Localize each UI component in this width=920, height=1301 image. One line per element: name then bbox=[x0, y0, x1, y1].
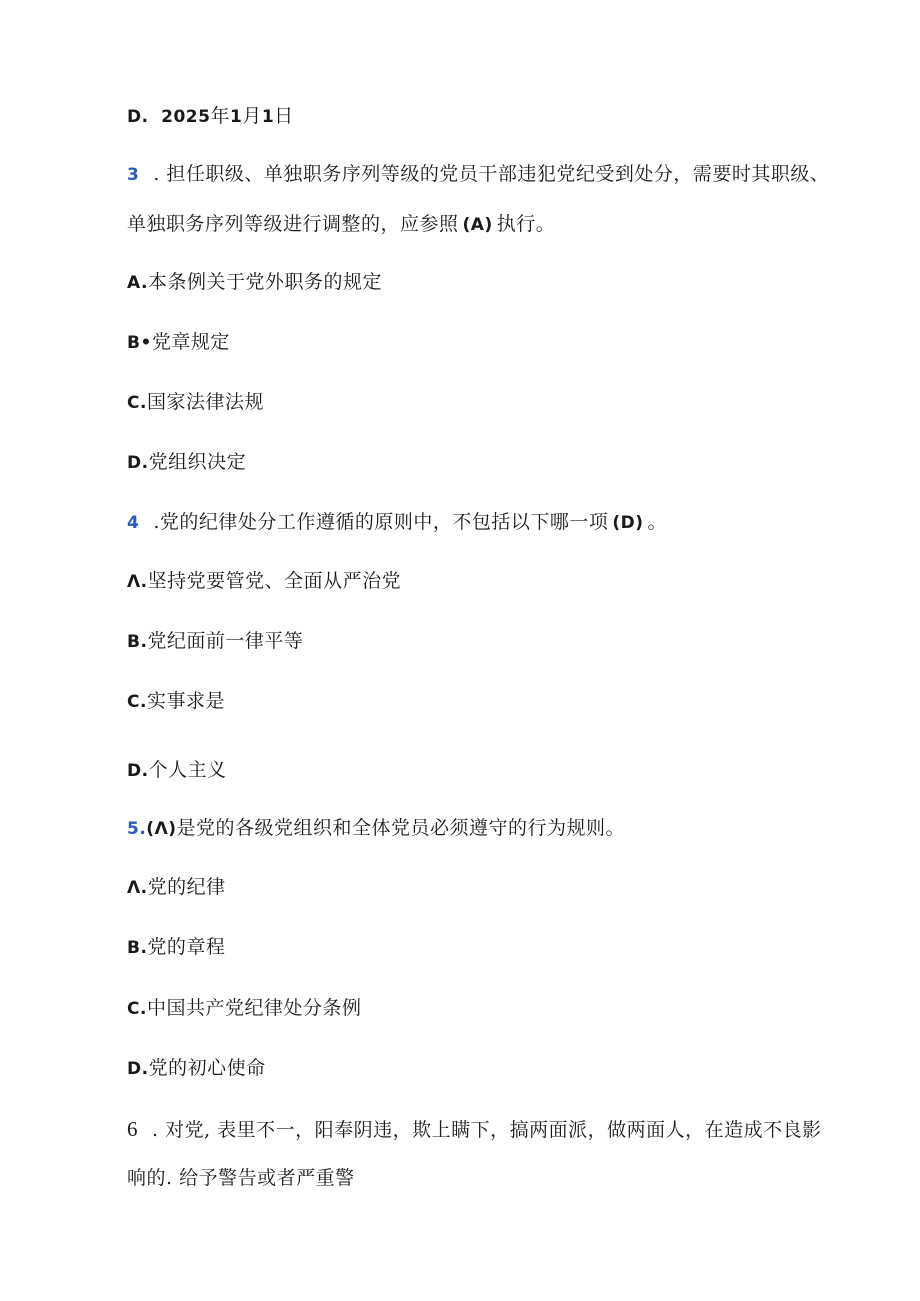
q4-option-b bbox=[127, 629, 303, 654]
question-text: 是党的各级党组织和全体党员必须遵守的行为规则。 bbox=[176, 817, 626, 839]
option-text: 个人主义 bbox=[148, 759, 227, 781]
option-label: B. bbox=[127, 632, 148, 652]
question-text: 单独职务序列等级进行调整的，应参照 bbox=[127, 213, 459, 235]
date-year-char: 年 bbox=[210, 105, 230, 127]
option-label: A. bbox=[127, 273, 148, 293]
q4-option-d bbox=[127, 758, 227, 783]
option-text: 党组织决定 bbox=[148, 451, 247, 473]
option-text: 党的纪律 bbox=[147, 876, 226, 898]
option-label: B. bbox=[127, 938, 148, 958]
option-label: C. bbox=[127, 692, 147, 712]
option-text: 党的初心使命 bbox=[148, 1057, 266, 1079]
option-label: D. bbox=[127, 1059, 149, 1079]
q3-option-c bbox=[127, 390, 264, 415]
option-label: D. bbox=[127, 453, 149, 473]
question-text: 。 bbox=[647, 511, 668, 533]
option-label: Λ. bbox=[127, 572, 148, 592]
option-text: 党纪面前一律平等 bbox=[147, 630, 304, 652]
date-month-char: 月 bbox=[242, 105, 262, 127]
option-label: Λ. bbox=[127, 878, 148, 898]
question-5 bbox=[127, 816, 625, 841]
option-label: B• bbox=[127, 333, 152, 353]
option-text: 党的章程 bbox=[147, 936, 226, 958]
question-text: .党的纪律处分工作遵循的原则中，不包括以下哪一项 bbox=[153, 511, 609, 533]
option-label: D. bbox=[127, 761, 149, 781]
answer-mark: (D) bbox=[612, 513, 644, 533]
option-d-date bbox=[127, 104, 294, 129]
question-text: . 对党, 表里不一，阳奉阴违，欺上瞒下，搞两面派，做两面人，在造成不良影 bbox=[152, 1119, 822, 1141]
date-month: 1 bbox=[229, 107, 243, 127]
question-text: 响的. 给予警告或者严重警 bbox=[127, 1167, 355, 1189]
q3-option-d bbox=[127, 450, 246, 475]
option-text: 实事求是 bbox=[146, 690, 225, 712]
question-6-line-1 bbox=[127, 1117, 822, 1142]
q3-option-b bbox=[127, 330, 230, 355]
question-3-line-2 bbox=[127, 212, 555, 237]
answer-mark: (A) bbox=[462, 215, 493, 235]
question-text: . 担任职级、单独职务序列等级的党员干部违犯党纪受到处分，需要时其职级、 bbox=[153, 163, 830, 185]
q5-option-a bbox=[127, 875, 226, 900]
option-text: 坚持党要管党、全面从严治党 bbox=[147, 570, 402, 592]
answer-mark: (Λ) bbox=[146, 819, 177, 839]
option-text: 本条例关于党外职务的规定 bbox=[147, 271, 382, 293]
date-day-char: 日 bbox=[274, 105, 294, 127]
date-year: 2025 bbox=[161, 107, 211, 127]
question-3-line-1 bbox=[127, 162, 829, 187]
option-label: C. bbox=[127, 393, 147, 413]
q3-option-a bbox=[127, 270, 382, 295]
question-number: 3 bbox=[127, 165, 140, 185]
option-label: C. bbox=[127, 999, 147, 1019]
question-6-line-2 bbox=[127, 1166, 355, 1190]
question-text: 执行。 bbox=[496, 213, 556, 235]
question-4 bbox=[127, 510, 667, 535]
option-text: 国家法律法规 bbox=[146, 391, 264, 413]
option-text: 党章规定 bbox=[151, 331, 230, 353]
question-number: 6 bbox=[127, 1117, 138, 1141]
q4-option-a bbox=[127, 569, 401, 594]
q5-option-d bbox=[127, 1056, 266, 1081]
option-text: 中国共产党纪律处分条例 bbox=[146, 997, 362, 1019]
q5-option-c bbox=[127, 996, 361, 1021]
date-day: 1 bbox=[261, 107, 275, 127]
q5-option-b bbox=[127, 935, 225, 960]
question-number: 5. bbox=[127, 819, 147, 839]
question-number: 4 bbox=[127, 513, 140, 533]
q4-option-c bbox=[127, 689, 225, 714]
option-label: D. bbox=[127, 107, 149, 127]
